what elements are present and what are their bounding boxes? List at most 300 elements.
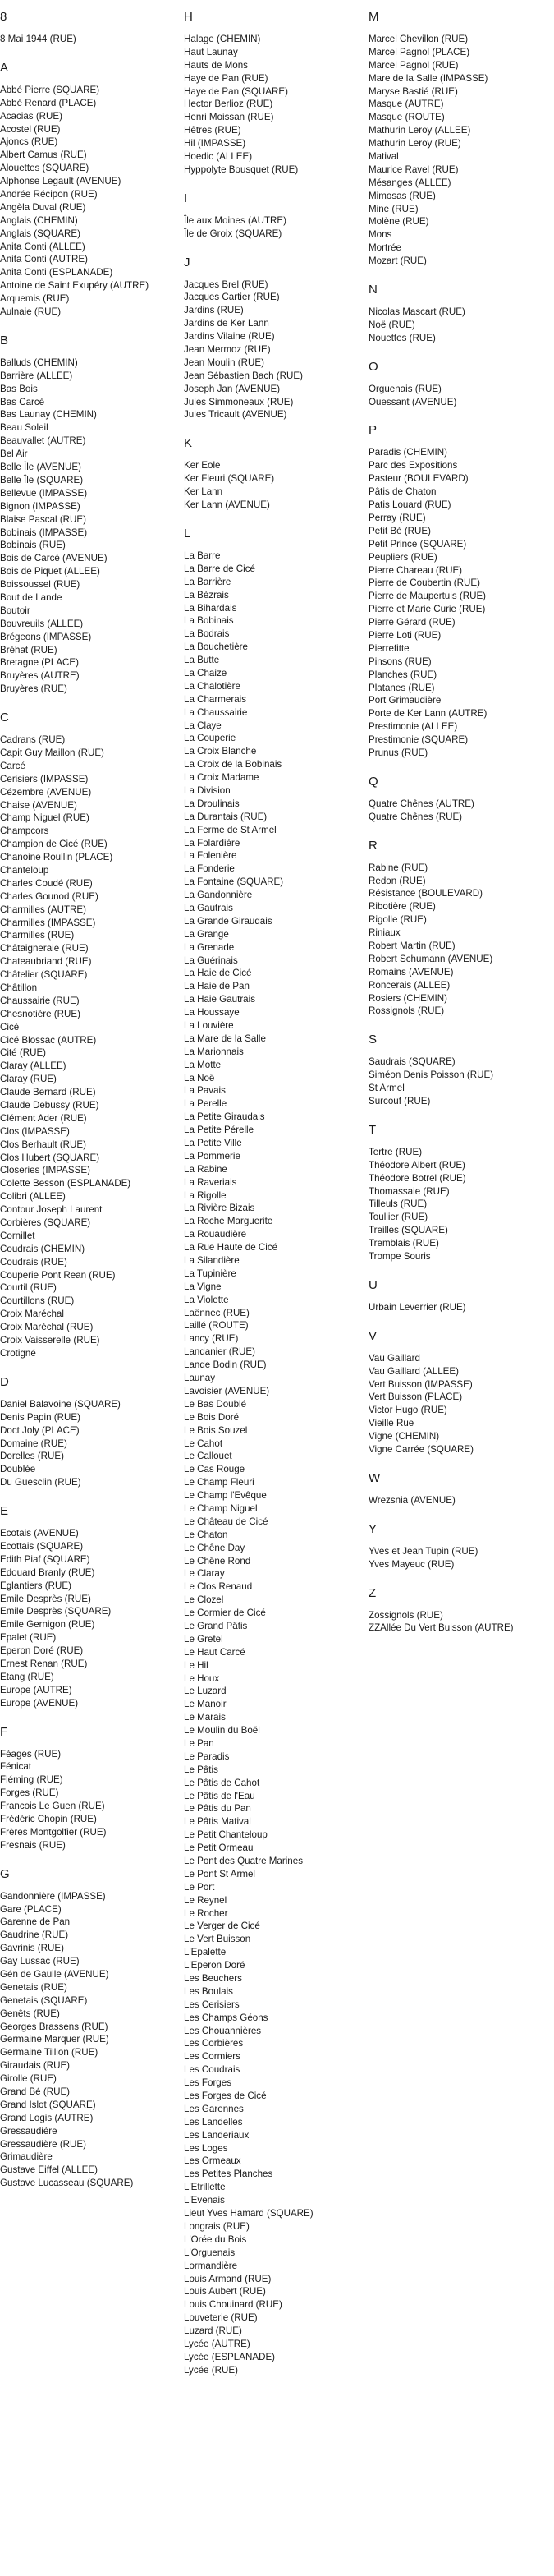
street-list-item: Pierre Gérard (RUE) [369,617,456,628]
street-list-item: Doct Joly (PLACE) [0,1424,80,1436]
street-list-item: Champcors [0,826,49,837]
street-list-item: Gressaudière (RUE) [0,2138,87,2150]
street-list-item: Victor Hugo (RUE) [369,1405,447,1416]
street-list-item: Henri Moissan (RUE) [184,112,274,123]
street-list-item: La Haie de Pan [184,981,250,992]
street-list-item: Gressaudière [0,2125,57,2137]
street-index-column-1 [0,5,176,2190]
street-list-item: Bréhat (RUE) [0,644,57,656]
street-list-item: Pierre de Coubertin (RUE) [369,577,480,589]
street-list-item: Launay [184,1373,216,1384]
section-letter-heading: M [369,10,379,24]
street-list-item: Grand Logis (AUTRE) [0,2112,94,2123]
street-list-item: Giraudais (RUE) [0,2060,71,2072]
street-list-item: La Croix Madame [184,772,259,784]
street-list-item: Mons [369,229,392,241]
street-list-item: Tilleuls (RUE) [369,1198,428,1210]
letter-section [369,1123,545,1263]
street-list-item: Bignon (IMPASSE) [0,500,80,512]
street-list-item: Carcé [0,760,25,771]
street-list-item: Acacias (RUE) [0,110,63,122]
street-list-item: La Croix de la Bobinais [184,759,282,770]
section-letter-heading: P [369,423,378,438]
street-list-item: Le Houx [184,1672,220,1684]
street-list-item: Le Claray [184,1568,225,1580]
street-list-item: Lycée (RUE) [184,2364,238,2376]
street-list-item: Frères Montgolfier (RUE) [0,1826,107,1838]
street-list-item: Bois de Piquet (ALLEE) [0,566,100,577]
street-list-item: Les Ormeaux [184,2155,241,2167]
street-list-item: Bas Launay (CHEMIN) [0,409,97,421]
street-list-item: Europe (AUTRE) [0,1684,72,1695]
street-list-item: L'Eperon Doré [184,1960,245,1971]
street-list-item: Châtaigneraie (RUE) [0,943,89,954]
street-list-item: Gavrinis (RUE) [0,1943,64,1954]
street-list-item: Le Pâtis Matival [184,1816,251,1828]
letter-section [0,10,176,46]
street-list-item: Claude Debussy (RUE) [0,1100,99,1111]
street-list-item: Ker Lann (AVENUE) [184,499,270,511]
street-list-item: La Pommerie [184,1150,240,1162]
street-list-item: La Rue Haute de Cicé [184,1242,278,1254]
street-list-item: Jean Sébastien Bach (RUE) [184,370,303,381]
section-letter-heading: R [369,838,378,853]
street-list-item: Le Bois Souzel [184,1424,248,1436]
street-list-item: Forges (RUE) [0,1787,59,1799]
street-list-item: Croix Maréchal (RUE) [0,1322,94,1333]
street-list-item: Les Corbières [184,2038,244,2049]
street-list-item: Haye de Pan (RUE) [184,72,268,84]
street-list-item: Jacques Cartier (RUE) [184,292,280,303]
street-list-item: Claray (ALLEE) [0,1060,66,1072]
street-list-item: Le Pan [184,1737,214,1749]
street-list-item: Porte de Ker Lann (AUTRE) [369,708,488,720]
street-list-item: La Haie de Cicé [184,968,252,979]
street-list-item: Le Clos Renaud [184,1581,253,1593]
street-list-item: Fresnais (RUE) [0,1839,66,1851]
street-list-item: Les Garennes [184,2103,244,2114]
street-list-item: Chanteloup [0,864,49,876]
street-list-item: Rosiers (CHEMIN) [369,992,447,1004]
letter-section [369,1278,545,1314]
street-list-item: Emile Gernigon (RUE) [0,1619,95,1631]
street-list-item: Le Rocher [184,1907,228,1919]
street-list-item: Siméon Denis Poisson (RUE) [369,1070,494,1081]
street-list-item: Halage (CHEMIN) [184,34,261,44]
street-list-item: 8 Mai 1944 (RUE) [0,34,76,44]
street-list-item: Marcel Pagnol (PLACE) [369,46,470,58]
street-list-item: Mare de la Salle (IMPASSE) [369,72,488,84]
street-list-item: Corbières (SQUARE) [0,1217,91,1229]
street-list-item: Pasteur (BOULEVARD) [369,473,469,485]
street-list-item: Hêtres (RUE) [184,125,241,136]
section-letter-heading: H [184,10,193,24]
street-list-item: Le Petit Ormeau [184,1842,254,1854]
street-list-item: Landanier (RUE) [184,1346,255,1358]
street-list-item: Pierrefitte [369,642,410,654]
street-list-item: La Gandonnière [184,890,253,901]
street-list-item: Résistance (BOULEVARD) [369,888,483,899]
street-list-item: Les Loges [184,2142,228,2154]
street-list-item: Alouettes (SQUARE) [0,163,89,174]
street-list-item: Europe (AVENUE) [0,1697,79,1709]
street-list-item: La Raveriais [184,1176,237,1188]
street-list-item: Louis Armand (RUE) [184,2273,272,2284]
section-letter-heading: T [369,1122,377,1137]
street-list-item: Gaudrine (RUE) [0,1930,69,1941]
street-list-item: Gén de Gaulle (AVENUE) [0,1969,109,1980]
street-list-item: Pinsons (RUE) [369,656,432,667]
street-list-item: Germaine Marquer (RUE) [0,2034,109,2045]
street-list-item: Genetais (RUE) [0,1981,67,1993]
street-list-item: L'Epalette [184,1947,227,1958]
street-list-item: Anglais (SQUARE) [0,228,80,239]
street-list-item: Le Callouet [184,1451,232,1462]
street-list-item: Le Pâtis de l'Eau [184,1790,255,1801]
street-list-item: Luzard (RUE) [184,2325,242,2337]
street-list-item: La Droulinais [184,798,240,809]
street-list-item: Courtillons (RUE) [0,1295,75,1307]
letter-section [369,283,545,345]
street-list-item: Romains (AVENUE) [369,966,454,978]
street-list-item: L'Etrillette [184,2182,226,2193]
street-list-item: Platanes (RUE) [369,682,435,693]
street-list-item: Redon (RUE) [369,875,426,886]
street-list-item: Petit Bé (RUE) [369,525,432,536]
street-list-item: Lande Bodin (RUE) [184,1359,267,1371]
street-list-item: La Rivière Bizais [184,1203,255,1214]
street-list-item: Trompe Souris [369,1251,431,1263]
street-list-item: Le Pâtis [184,1764,218,1775]
street-list-item: Lormandière [184,2260,238,2271]
street-list-item: Riniaux [369,927,401,939]
street-list-item: Fléming (RUE) [0,1774,63,1786]
street-list-item: Bois de Carcé (AVENUE) [0,553,108,564]
street-list-item: Les Petites Planches [184,2169,273,2180]
section-letter-heading: D [0,1374,9,1389]
street-list-item: Les Cerisiers [184,1999,240,2010]
street-list-item: Chesnotière (RUE) [0,1008,80,1019]
street-index-column-2 [184,5,360,2377]
street-list-item: La Petite Pérelle [184,1125,254,1136]
street-list-item: Pâtis de Chaton [369,486,437,498]
street-list-item: Colette Besson (ESPLANADE) [0,1178,131,1189]
street-list-item: Yves Mayeuc (RUE) [369,1558,455,1570]
street-list-item: Hyppolyte Bousquet (RUE) [184,163,299,175]
street-list-item: Le Cahot [184,1438,223,1449]
letter-section [369,423,545,759]
street-list-item: Domaine (RUE) [0,1438,67,1449]
street-list-item: Jardins de Ker Lann [184,318,269,329]
street-list-item: Claray (RUE) [0,1074,57,1085]
street-list-item: Beauvallet (AUTRE) [0,435,86,447]
street-list-item: Prunus (RUE) [369,747,428,758]
letter-section [369,360,545,409]
street-list-item: Surcouf (RUE) [369,1096,431,1106]
street-list-item: Port Grimaudière [369,695,442,706]
street-list-item: La Haie Gautrais [184,994,255,1005]
street-list-item: Andrée Récipon (RUE) [0,189,98,200]
street-list-item: Molène (RUE) [369,216,429,228]
street-list-item: Frédéric Chopin (RUE) [0,1813,97,1824]
street-list-item: Le Pont St Armel [184,1868,255,1879]
street-list-item: Eperon Doré (RUE) [0,1645,84,1657]
street-list-item: Urbain Leverrier (RUE) [369,1301,466,1313]
section-letter-heading: A [0,60,9,75]
street-list-item: Lycée (ESPLANADE) [184,2351,276,2362]
street-list-item: Rossignols (RUE) [369,1005,445,1017]
street-list-item: La Division [184,784,231,796]
letter-section [184,191,360,241]
letter-section [0,61,176,319]
street-list-item: Vert Buisson (PLACE) [369,1392,463,1403]
letter-section [369,10,545,268]
section-letter-heading: N [369,283,378,297]
street-list-item: Marcel Chevillon (RUE) [369,34,469,44]
street-list-item: Alphonse Legault (AVENUE) [0,176,121,187]
street-list-item: Le Hil [184,1659,208,1671]
section-letter-heading: Y [369,1521,378,1536]
street-list-item: Germaine Tillion (RUE) [0,2047,98,2058]
section-letter-heading: O [369,359,378,374]
street-list-item: Clément Ader (RUE) [0,1112,87,1124]
street-list-item: Emile Desprès (SQUARE) [0,1606,112,1617]
street-list-item: Le Champ Fleuri [184,1477,254,1488]
street-list-item: Cicé Blossac (AUTRE) [0,1034,97,1046]
street-list-item: La Rigolle [184,1189,227,1201]
section-letter-heading: C [0,711,9,725]
street-list-item: Vigne (CHEMIN) [369,1431,440,1442]
street-list-item: Le Petit Chanteloup [184,1829,268,1841]
street-list-item: Le Pâtis de Cahot [184,1777,260,1788]
street-list-item: Ecotais (AVENUE) [0,1528,79,1539]
letter-section [0,1725,176,1852]
street-list-item: Lycée (AUTRE) [184,2338,250,2349]
street-list-item: Saudrais (SQUARE) [369,1056,456,1068]
section-letter-heading: V [369,1328,378,1343]
street-list-item: Haye de Pan (SQUARE) [184,85,288,97]
street-list-item: La Couperie [184,733,236,744]
street-list-item: La Chalotière [184,680,240,692]
street-list-item: Pierre Loti (RUE) [369,629,442,641]
street-list-item: Bouvreuils (ALLEE) [0,618,84,629]
street-list-item: Nicolas Mascart (RUE) [369,306,465,318]
street-list-item: Brégeons (IMPASSE) [0,631,92,642]
street-list-item: La Petite Ville [184,1138,242,1149]
street-list-item: Beau Soleil [0,422,48,434]
street-list-item: Cicé [0,1021,20,1033]
street-list-item: Le Luzard [184,1686,227,1697]
street-list-item: Ecottais (SQUARE) [0,1540,84,1552]
street-list-item: La Barrière [184,576,231,587]
street-list-item: Genetais (SQUARE) [0,1994,88,2006]
street-list-item: La Croix Blanche [184,746,257,757]
street-list-item: Jean Mermoz (RUE) [184,344,271,356]
street-list-item: Matival [369,151,399,163]
street-list-item: Les Forges [184,2077,231,2089]
street-index-column-3 [369,5,545,1635]
street-list-item: Arquemis (RUE) [0,293,70,305]
street-list-item: La Roche Marguerite [184,1216,273,1227]
street-list-item: Jardins (RUE) [184,305,244,316]
street-list-item: La Butte [184,655,220,666]
street-list-item: La Fontaine (SQUARE) [184,876,284,888]
street-list-item: Cornillet [0,1230,35,1241]
street-list-item: Edith Piaf (SQUARE) [0,1553,90,1565]
section-letter-heading: Q [369,774,378,789]
street-list-item: Maryse Bastié (RUE) [369,85,458,97]
street-list-item: Les Coudrais [184,2064,240,2076]
street-list-item: Emile Desprès (RUE) [0,1593,91,1604]
street-list-item: Boutoir [0,605,30,616]
street-list-item: Vau Gaillard [369,1352,420,1364]
street-list-item: Orguenais (RUE) [369,383,442,394]
street-list-item: Le Paradis [184,1750,230,1762]
street-list-item: Châtillon [0,982,38,993]
street-list-item: La Pavais [184,1085,226,1097]
street-list-item: Marcel Pagnol (RUE) [369,59,459,71]
letter-section [0,334,176,696]
street-list-item: Georges Brassens (RUE) [0,2021,108,2032]
street-list-item: La Bobinais [184,615,234,627]
street-list-item: Mozart (RUE) [369,255,427,267]
street-list-item: La Motte [184,1059,222,1070]
street-list-item: Les Champs Géons [184,2012,268,2023]
street-list-item: Dorelles (RUE) [0,1451,64,1462]
street-list-item: Tremblais (RUE) [369,1238,439,1249]
street-list-item: Hector Berlioz (RUE) [184,99,273,110]
street-list-item: Charmilles (AUTRE) [0,904,86,915]
street-list-item: Grand Bé (RUE) [0,2086,71,2098]
street-list-item: Clos Hubert (SQUARE) [0,1152,100,1163]
letter-section [184,10,360,177]
street-list-item: Balluds (CHEMIN) [0,356,78,368]
street-list-item: La Ferme de St Armel [184,824,277,835]
street-list-item: Jacques Brel (RUE) [184,278,268,290]
street-list-item: Ajoncs (RUE) [0,136,58,148]
street-list-item: Crotigné [0,1347,36,1359]
street-list-item: Vigne Carrée (SQUARE) [369,1444,474,1456]
street-list-item: Gare (PLACE) [0,1903,62,1915]
street-list-item: Mathurin Leroy (ALLEE) [369,125,471,136]
street-list-item: Patis Louard (RUE) [369,499,451,511]
street-list-item: Hoedic (ALLEE) [184,151,253,163]
section-letter-heading: L [184,526,191,540]
street-list-item: La Folenière [184,850,237,862]
street-list-item: Les Boulais [184,1985,233,1997]
street-list-item: Le Pâtis du Pan [184,1803,251,1815]
street-list-item: La Chaize [184,667,227,678]
street-list-item: Le Verger de Cicé [184,1920,260,1932]
street-list-item: Ker Lann [184,486,223,498]
section-letter-heading: Z [369,1585,377,1600]
street-list-item: Robert Schumann (AVENUE) [369,953,493,964]
section-letter-heading: 8 [0,10,7,24]
street-list-item: La Noë [184,1072,215,1083]
letter-section [369,1471,545,1507]
letter-section [369,839,545,1019]
street-list-item: Aulnaie (RUE) [0,306,62,318]
street-list-item: Le Chaton [184,1529,228,1540]
section-letter-heading: W [369,1470,381,1485]
section-letter-heading: I [184,191,188,205]
street-list-item: Lieut Yves Hamard (SQUARE) [184,2208,314,2220]
street-list-item: Epalet (RUE) [0,1632,57,1644]
street-list-item: L'Evenais [184,2195,225,2206]
street-list-item: Angèla Duval (RUE) [0,201,86,213]
street-list-item: Parc des Expositions [369,460,458,472]
street-list-item: Louis Chouinard (RUE) [184,2299,282,2311]
street-list-item: Chaise (AVENUE) [0,799,77,811]
street-list-item: L'Orée du Bois [184,2233,247,2245]
street-list-item: Prestimonie (SQUARE) [369,734,469,746]
street-list-item: La Chaussairie [184,706,248,718]
street-list-item: Cité (RUE) [0,1047,47,1059]
street-list-item: Gandonnière (IMPASSE) [0,1890,106,1902]
street-list-item: Anita Conti (AUTRE) [0,254,88,265]
street-list-item: La Violette [184,1294,229,1305]
street-list-item: Coudrais (RUE) [0,1256,67,1267]
street-list-item: Peupliers (RUE) [369,551,437,563]
street-list-item: La Durantais (RUE) [184,811,268,822]
street-list-item: Pierre de Maupertuis (RUE) [369,591,487,602]
street-list-item: Boissoussel (RUE) [0,579,80,591]
street-list-item: Le Haut Carcé [184,1646,245,1658]
street-list-item: Toullier (RUE) [369,1212,428,1223]
street-list-item: Châtelier (SQUARE) [0,969,88,981]
street-list-item: Pierre et Marie Curie (RUE) [369,604,486,615]
street-list-item: Mésanges (ALLEE) [369,177,451,188]
street-list-item: La Bézrais [184,589,229,600]
street-list-item: Le Vert Buisson [184,1934,251,1945]
street-list-item: Les Landeriaux [184,2129,250,2141]
street-list-item: Le Manoir [184,1699,227,1710]
street-list-item: Le Gretel [184,1633,223,1644]
street-list-item: Le Moulin du Boël [184,1725,260,1736]
street-list-item: La Barre de Cicé [184,563,255,574]
street-list-item: Champ Niguel (RUE) [0,812,89,824]
street-list-item: Féages (RUE) [0,1748,62,1760]
street-list-item: Le Cormier de Cicé [184,1608,266,1619]
street-list-item: Ker Eole [184,460,221,472]
street-list-item: Petit Prince (SQUARE) [369,538,467,550]
street-list-item: Planches (RUE) [369,669,437,680]
street-list-item: Bobinais (IMPASSE) [0,527,88,538]
street-list-item: Nouettes (RUE) [369,332,436,343]
street-list-item: Laënnec (RUE) [184,1307,250,1318]
street-list-item: Capit Guy Maillon (RUE) [0,747,104,758]
street-list-item: La Fonderie [184,863,235,875]
street-list-item: La Houssaye [184,1007,240,1019]
street-list-item: Charles Gounod (RUE) [0,890,98,902]
street-list-item: Clos (IMPASSE) [0,1125,70,1137]
letter-section [184,255,360,422]
street-list-item: Robert Martin (RUE) [369,940,456,951]
section-letter-heading: K [184,436,193,451]
street-list-item: Eglantiers (RUE) [0,1580,71,1591]
street-list-item: Le Château de Cicé [184,1516,268,1527]
street-list-item: Rabine (RUE) [369,862,428,873]
street-list-item: Chanoine Roullin (PLACE) [0,852,113,863]
street-list-item: Quatre Chênes (RUE) [369,811,463,822]
street-list-item: Grand Islot (SQUARE) [0,2099,96,2110]
street-list-item: Croix Maréchal [0,1309,64,1320]
letter-section [0,1375,176,1489]
street-list-item: La Grange [184,928,229,940]
street-list-item: Théodore Botrel (RUE) [369,1172,466,1184]
street-list-item: Edouard Branly (RUE) [0,1566,95,1578]
street-list-item: Belle Île (SQUARE) [0,474,84,485]
